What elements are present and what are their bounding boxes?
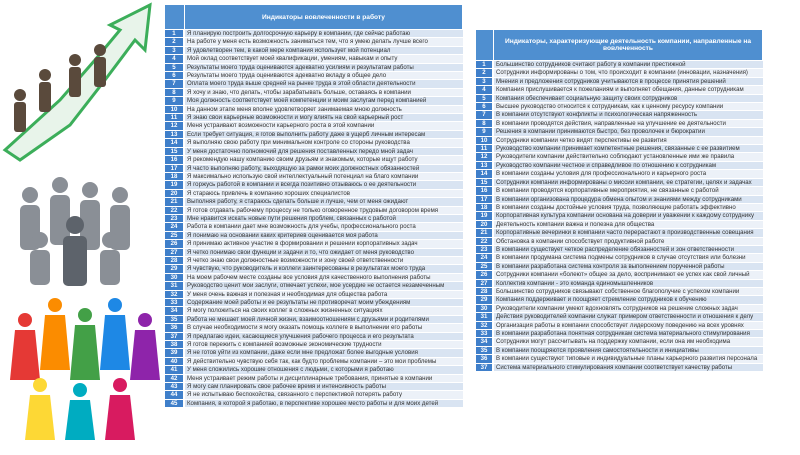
row-number: 25 <box>476 263 494 270</box>
table-row <box>476 288 763 295</box>
row-number: 20 <box>476 221 494 228</box>
row-number: 26 <box>165 240 185 247</box>
row-number: 34 <box>476 338 494 345</box>
table-row <box>165 307 463 314</box>
table-row <box>476 271 763 278</box>
row-number: 14 <box>476 170 494 177</box>
table-row <box>165 156 463 163</box>
row-number: 3 <box>476 78 494 85</box>
table-row <box>165 173 463 180</box>
indicator-text: Я предлагаю идеи, касающиеся улучшения рабочего процесса и его результата <box>185 333 463 340</box>
row-number: 9 <box>476 128 494 135</box>
indicator-text: Корпоративная культура компании основана на доверии и уважении к каждому сотруднику <box>494 212 763 219</box>
row-number: 16 <box>165 156 185 163</box>
indicator-text: Я выполняю свою работу при минимальном контроле со стороны руководства <box>185 139 463 146</box>
row-number: 6 <box>476 103 494 110</box>
indicator-text: Работа не мешает моей личной жизни, взаимоотношениям с друзьями и родителями <box>185 316 463 323</box>
row-number: 9 <box>165 97 185 104</box>
table-row <box>165 215 463 222</box>
table-header-row <box>165 5 463 29</box>
table-row <box>476 137 763 144</box>
row-number: 36 <box>476 355 494 362</box>
indicator-text: Я чувствую, что руководитель и коллеги заинтересованы в результатах моего труда <box>185 265 463 272</box>
row-number: 31 <box>476 313 494 320</box>
row-number: 1 <box>165 30 185 37</box>
indicator-text: В компании организована процедура обмена опытом и знаниями между сотрудниками <box>494 196 763 203</box>
table-row <box>165 198 463 205</box>
indicator-text: Высшее руководство относится к сотрудникам, как к ценному ресурсу компании <box>494 103 763 110</box>
indicator-text: Большинство сотрудников связывают собственное благополучие с успехом компании <box>494 288 763 295</box>
row-number: 21 <box>165 198 185 205</box>
row-number: 37 <box>476 364 494 371</box>
indicator-text: Меня устраивают возможности карьерного роста в этой компании <box>185 122 463 129</box>
indicator-text: Компания, в которой я работаю, в перспективе хорошее место работы и для моих детей <box>185 400 463 407</box>
row-number: 11 <box>476 145 494 152</box>
table-row <box>476 229 763 236</box>
indicator-text: В компании разработана понятная сотрудникам система материального стимулирования <box>494 330 763 337</box>
row-number: 11 <box>165 114 185 121</box>
indicator-text: В компании проводятся действия, направленные на улучшение ее деятельности <box>494 120 763 127</box>
indicator-text: В компании проводятся корпоративные мероприятия, не связанные с работой <box>494 187 763 194</box>
indicator-text: В компании созданы достойные условия труда, позволяющие работать эффективно <box>494 204 763 211</box>
table-row <box>476 162 763 169</box>
row-number: 28 <box>476 288 494 295</box>
table-row <box>476 187 763 194</box>
row-number: 26 <box>476 271 494 278</box>
indicator-text: У меня сложились хорошие отношения с людьми, с которыми я работаю <box>185 366 463 373</box>
indicator-text: Я стараюсь привлечь в компанию хороших специалистов <box>185 190 463 197</box>
row-number: 4 <box>476 86 494 93</box>
indicator-text: В компании разработана система контроля за выполнением порученной работы <box>494 263 763 270</box>
table-row <box>165 181 463 188</box>
indicator-text: Я готов отдавать рабочему процессу не только оговоренное трудовым договором время <box>185 207 463 214</box>
table-row <box>165 391 463 398</box>
table-row <box>165 240 463 247</box>
table-row <box>165 341 463 348</box>
indicator-text: Я не испытываю беспокойства, связанного с перспективой потерять работу <box>185 391 463 398</box>
indicator-text: Моя должность соответствует моей компетенции и моим заслугам перед компанией <box>185 97 463 104</box>
indicator-text: Руководители компании действительно соблюдают установленные ими же правила <box>494 153 763 160</box>
indicator-text: Компания обеспечивает социальную защиту своих сотрудников <box>494 95 763 102</box>
row-number: 10 <box>165 106 185 113</box>
indicator-text: Я удовлетворен тем, в какой мере компания использует мой потенциал <box>185 47 463 54</box>
indicator-text: Я часто выполняю работу, выходящую за рамки моих должностных обязанностей <box>185 165 463 172</box>
indicator-text: Содержание моей работы и ее результаты не противоречат моим убеждениям <box>185 299 463 306</box>
table-row <box>165 299 463 306</box>
indicator-text: Компания прислушивается к пожеланиям и выполняет обещания, данные сотрудникам <box>494 86 763 93</box>
indicator-text: Работа в компании дает мне возможность для учебы, профессионального роста <box>185 223 463 230</box>
indicator-text: Руководство компании честное и справедливое по отношению к сотрудникам <box>494 162 763 169</box>
table-row <box>165 349 463 356</box>
indicator-text: В компании продумана система подмены сотрудников в случае отсутствия или болезни <box>494 254 763 261</box>
indicator-text: Руководство ценит мои заслуги, отмечает успехи, мое усердие не остается незамеченным <box>185 282 463 289</box>
row-number: 41 <box>165 366 185 373</box>
row-number: 19 <box>165 181 185 188</box>
row-number: 37 <box>165 333 185 340</box>
table-row <box>165 249 463 256</box>
row-number: 12 <box>165 122 185 129</box>
table-row <box>165 316 463 323</box>
indicator-text: Я понимаю на основании каких критериев оценивается моя работа <box>185 232 463 239</box>
row-number: 28 <box>165 257 185 264</box>
table-row <box>476 69 763 76</box>
indicator-text: Сотрудники компании «болеют» общее за дело, воспринимают ее успех как свой личный <box>494 271 763 278</box>
indicator-text: Я четко знаю свои должностные возможности и зону своей ответственности <box>185 257 463 264</box>
table-row <box>476 86 763 93</box>
row-number: 30 <box>165 274 185 281</box>
table-row <box>476 280 763 287</box>
table-row <box>165 223 463 230</box>
indicator-text: Руководители компании умеют вдохновлять сотрудников на решение сложных задач <box>494 305 763 312</box>
table-row <box>476 153 763 160</box>
row-number: 18 <box>476 204 494 211</box>
indicator-text: Система материального стимулирования компании соответствует качеству работы <box>494 364 763 371</box>
table-row <box>476 196 763 203</box>
row-number: 35 <box>476 347 494 354</box>
indicator-text: Действия руководителей компании служат примером ответственности и отношения к делу <box>494 313 763 320</box>
indicator-text: В компании существуют типовые и индивидуальные планы карьерного развития персонала <box>494 355 763 362</box>
row-number: 13 <box>476 162 494 169</box>
row-number: 18 <box>165 173 185 180</box>
table-row <box>165 232 463 239</box>
indicator-text: Я готов пережить с компанией возможные экономические трудности <box>185 341 463 348</box>
indicator-text: Коллектив компании - это команда единомышленников <box>494 280 763 287</box>
crowd-illustration <box>20 177 130 286</box>
indicator-text: В компании существует четкое распределение обязанностей и зон ответственности <box>494 246 763 253</box>
row-number: 23 <box>476 246 494 253</box>
indicator-text: Мнения и предложения сотрудников учитываются в процессе принятия решений <box>494 78 763 85</box>
table-row <box>476 212 763 219</box>
indicator-text: Результаты моего труда оцениваются адекватно усилиям и результатам работы <box>185 64 463 71</box>
indicator-text: Сотрудники могут рассчитывать на поддержку компании, если она им необходима <box>494 338 763 345</box>
indicator-text: У меня очень важная и полезная и необходимая для общества работа <box>185 291 463 298</box>
table-row <box>165 207 463 214</box>
row-number: 2 <box>476 69 494 76</box>
table-row <box>476 254 763 261</box>
row-number: 24 <box>476 254 494 261</box>
row-number: 17 <box>476 196 494 203</box>
table-row <box>476 305 763 312</box>
table-row <box>165 106 463 113</box>
indicator-text: Я могу положиться на своих коллег в сложных жизненных ситуациях <box>185 307 463 314</box>
row-number: 7 <box>476 111 494 118</box>
indicator-text: Организация работы в компании способствует лидерскому поведению на всех уровнях <box>494 322 763 329</box>
row-number: 2 <box>165 38 185 45</box>
indicator-text: В случае необходимости я могу оказать помощь коллеге в выполнении его работы <box>185 324 463 331</box>
row-number: 13 <box>165 131 185 138</box>
indicator-text: Корпоративные вечеринки в компании часто перерастают в производственные совещания <box>494 229 763 236</box>
decorative-illustrations <box>0 0 165 450</box>
table-title: Индикаторы, характеризующие деятельность компании, направленные на вовлеченность <box>494 30 763 60</box>
table-row <box>165 274 463 281</box>
indicator-text: Сотрудники информированы о том, что происходит в компании (инновации, назначения) <box>494 69 763 76</box>
company-indicators-table <box>476 29 763 372</box>
table-row <box>476 347 763 354</box>
row-number: 24 <box>165 223 185 230</box>
table-row <box>476 238 763 245</box>
indicator-text: Я рекомендую нашу компанию своим друзьям и знакомым, которые ищут работу <box>185 156 463 163</box>
row-number: 33 <box>165 299 185 306</box>
indicator-text: Я планирую построить долгосрочную карьеру в компании, где сейчас работаю <box>185 30 463 37</box>
row-number: 35 <box>165 316 185 323</box>
row-number: 32 <box>476 322 494 329</box>
table-row <box>165 30 463 37</box>
row-number: 17 <box>165 165 185 172</box>
indicator-text: Большинство сотрудников считают работу в компании престижной <box>494 61 763 68</box>
row-number: 29 <box>476 296 494 303</box>
row-number: 8 <box>476 120 494 127</box>
row-number: 19 <box>476 212 494 219</box>
table-row <box>165 257 463 264</box>
indicator-text: Мой оклад соответствует моей квалификации, умениям, навыкам и опыту <box>185 55 463 62</box>
indicator-text: В компании отсутствуют конфликты и психологическая напряженность <box>494 111 763 118</box>
table-row <box>165 139 463 146</box>
table-row <box>165 366 463 373</box>
table-row <box>165 282 463 289</box>
indicator-text: Сотрудники компании четко видят перспективы ее развития <box>494 137 763 144</box>
row-number: 32 <box>165 291 185 298</box>
table-row <box>476 263 763 270</box>
row-number: 33 <box>476 330 494 337</box>
indicator-text: Руководство компании принимает компетентные решения, связанные с ее развитием <box>494 145 763 152</box>
table-row <box>165 97 463 104</box>
indicator-text: Меня устраивает режим работы и дисциплинарные требования, принятые в компании <box>185 375 463 382</box>
row-number: 3 <box>165 47 185 54</box>
table-row <box>165 375 463 382</box>
table-row <box>165 89 463 96</box>
indicator-text: Я максимально использую свой интеллектуальный потенциал на благо компании <box>185 173 463 180</box>
table-row <box>165 148 463 155</box>
row-number: 45 <box>165 400 185 407</box>
row-number: 5 <box>165 64 185 71</box>
indicator-text: Я знаю свои карьерные возможности и могу влиять на свой карьерный рост <box>185 114 463 121</box>
table-row <box>165 80 463 87</box>
row-number: 15 <box>476 179 494 186</box>
table-row <box>476 330 763 337</box>
table-row <box>476 111 763 118</box>
indicator-text: Выполняя работу, я стараюсь сделать больше и лучше, чем от меня ожидают <box>185 198 463 205</box>
number-header <box>165 5 185 29</box>
indicator-text: Результаты моего труда оцениваются адекватно вкладу в общее дело <box>185 72 463 79</box>
row-number: 38 <box>165 341 185 348</box>
row-number: 5 <box>476 95 494 102</box>
indicator-text: Мне нравится искать новые пути решения проблем, связанных с работой <box>185 215 463 222</box>
arrow-team-illustration <box>5 5 150 160</box>
indicator-text: Сотрудники компании информированы о миссии компании, ее стратегии, целях и задачах <box>494 179 763 186</box>
table-row <box>165 165 463 172</box>
row-number: 27 <box>165 249 185 256</box>
table-row <box>476 179 763 186</box>
indicator-text: На работе у меня есть возможность заниматься тем, что я умею делать лучше всего <box>185 38 463 45</box>
row-number: 20 <box>165 190 185 197</box>
row-number: 36 <box>165 324 185 331</box>
table-row <box>165 358 463 365</box>
indicator-text: В компании созданы условия для профессионального и карьерного роста <box>494 170 763 177</box>
indicator-text: Я принимаю активное участие в формировании и решении корпоративных задач <box>185 240 463 247</box>
indicator-text: В компании поощряются проявления самостоятельности и инициативы <box>494 347 763 354</box>
table-row <box>165 55 463 62</box>
row-number: 21 <box>476 229 494 236</box>
table-row <box>165 131 463 138</box>
row-number: 6 <box>165 72 185 79</box>
indicator-text: У меня достаточно полномочий для решения поставленных передо мной задач <box>185 148 463 155</box>
table-row <box>476 246 763 253</box>
engagement-indicators-table <box>165 4 463 408</box>
table-row <box>476 221 763 228</box>
table-row <box>165 190 463 197</box>
row-number: 8 <box>165 89 185 96</box>
row-number: 31 <box>165 282 185 289</box>
indicator-text: Решения в компании принимаются быстро, без проволочек и бюрократии <box>494 128 763 135</box>
table-row <box>165 291 463 298</box>
row-number: 1 <box>476 61 494 68</box>
table-row <box>476 95 763 102</box>
table-row <box>476 145 763 152</box>
row-number: 10 <box>476 137 494 144</box>
table-row <box>165 72 463 79</box>
indicator-text: Я действительно чувствую себя так, как будто проблемы компании – это мои проблемы <box>185 358 463 365</box>
indicator-text: На данном этапе меня вполне удовлетворяет занимаемая мною должность <box>185 106 463 113</box>
indicator-text: Я могу сам планировать свое рабочее время и интенсивность работы <box>185 383 463 390</box>
table-row <box>165 383 463 390</box>
indicator-text: Оплата моего труда выше средней на рынке труда в этой области деятельности <box>185 80 463 87</box>
table-row <box>165 324 463 331</box>
table-row <box>165 38 463 45</box>
table-row <box>476 61 763 68</box>
row-number: 40 <box>165 358 185 365</box>
table-row <box>165 114 463 121</box>
row-number: 25 <box>165 232 185 239</box>
row-number: 39 <box>165 349 185 356</box>
table-row <box>476 313 763 320</box>
table-row <box>476 204 763 211</box>
row-number: 4 <box>165 55 185 62</box>
colorful-people-illustration <box>10 298 160 440</box>
table-row <box>165 333 463 340</box>
table-row <box>165 122 463 129</box>
table-row <box>476 103 763 110</box>
table-title: Индикаторы вовлеченности в работу <box>185 5 463 29</box>
row-number: 22 <box>476 238 494 245</box>
row-number: 34 <box>165 307 185 314</box>
table-row <box>165 47 463 54</box>
row-number: 12 <box>476 153 494 160</box>
row-number: 42 <box>165 375 185 382</box>
table-row <box>476 322 763 329</box>
table-row <box>476 120 763 127</box>
table-row <box>165 400 463 407</box>
table-row <box>476 355 763 362</box>
indicator-text: Я четко понимаю свои функции и задачи и то, что ожидает от меня руководство <box>185 249 463 256</box>
row-number: 27 <box>476 280 494 287</box>
table-row <box>476 364 763 371</box>
indicator-text: На моем рабочем месте созданы все условия для качественного выполнения работы <box>185 274 463 281</box>
row-number: 14 <box>165 139 185 146</box>
indicator-text: Я не готов уйти из компании, даже если мне предложат более выгодные условия <box>185 349 463 356</box>
table-header-row <box>476 30 763 60</box>
table-row <box>476 338 763 345</box>
indicator-text: Компания поддерживает и поощряет стремление сотрудников к обучению <box>494 296 763 303</box>
indicator-text: Я горжусь работой в компании и всегда позитивно отзываюсь о ее деятельности <box>185 181 463 188</box>
indicator-text: Я хочу и знаю, что делать, чтобы зарабатывать больше, оставаясь в компании <box>185 89 463 96</box>
row-number: 44 <box>165 391 185 398</box>
table-row <box>476 170 763 177</box>
table-row <box>476 78 763 85</box>
row-number: 23 <box>165 215 185 222</box>
table-row <box>476 128 763 135</box>
row-number: 43 <box>165 383 185 390</box>
row-number: 15 <box>165 148 185 155</box>
table-row <box>165 64 463 71</box>
row-number: 7 <box>165 80 185 87</box>
table-row <box>476 296 763 303</box>
indicator-text: Если требует ситуация, я готов выполнить работу даже в ущерб личным интересам <box>185 131 463 138</box>
row-number: 16 <box>476 187 494 194</box>
indicator-text: Деятельность компании важна и полезна для общества <box>494 221 763 228</box>
number-header <box>476 30 494 60</box>
indicator-text: Обстановка в компании способствует продуктивной работе <box>494 238 763 245</box>
table-row <box>165 265 463 272</box>
row-number: 22 <box>165 207 185 214</box>
row-number: 29 <box>165 265 185 272</box>
row-number: 30 <box>476 305 494 312</box>
